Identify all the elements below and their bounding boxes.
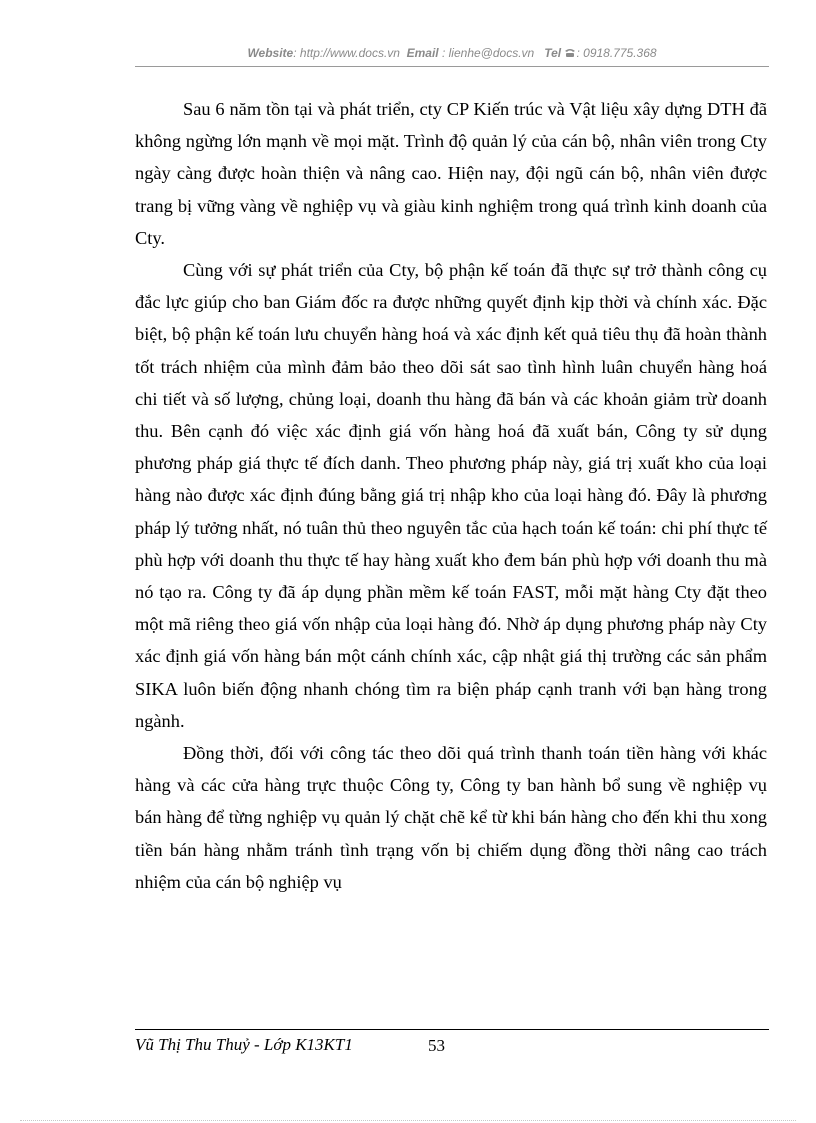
page-number: 53	[428, 1036, 445, 1055]
website-value: : http://www.docs.vn	[293, 46, 400, 60]
page-header	[135, 46, 769, 66]
footer-author: Vũ Thị Thu Thuỷ - Lớp K13KT1	[135, 1035, 353, 1054]
paragraph: Đồng thời, đối với công tác theo dõi quá trình thanh toán tiền hàng với khác hàng và các cửa hàng trực thuộc Công ty, Công ty ban hành bổ sung về nghiệp vụ bán hàng để từng nghiệp vụ quản lý chặt chẽ kể từ khi bán hàng cho đến khi thu xong tiền bán hàng nhằm tránh tình trạng vốn bị chiếm dụng đồng thời nâng cao trách nhiệm của cán bộ nghiệp vụ	[135, 743, 767, 892]
tel-value: : 0918.775.368	[576, 46, 657, 60]
header-divider	[135, 66, 769, 67]
paragraph: Sau 6 năm tồn tại và phát triển, cty CP Kiến trúc và Vật liệu xây dựng DTH đã không ngừng lớn mạnh về mọi mặt. Trình độ quản lý của cán bộ, nhân viên trong Cty ngày càng được hoàn thiện và nâng cao. Hiện nay, đội ngũ cán bộ, nhân viên được trang bị vững vàng về nghiệp vụ và giàu kinh nghiệm trong quá trình kinh doanh của Cty.	[135, 99, 767, 248]
footer-divider	[135, 1029, 769, 1030]
email-value: : lienhe@docs.vn	[438, 46, 535, 60]
paragraph: Cùng với sự phát triển của Cty, bộ phận kế toán đã thực sự trở thành công cụ đắc lực giúp cho ban Giám đốc ra được những quyết định kịp thời và chính xác. Đặc biệt, bộ phận kế toán lưu chuyển hàng hoá và xác định kết quả tiêu thụ đã hoàn thành tốt trách nhiệm của mình đảm bảo theo dõi sát sao tình hình luân chuyển hàng hoá chi tiết và số lượng, chủng loại, doanh thu hàng đã bán và các khoản giảm trừ doanh thu. Bên cạnh đó việc xác định giá vốn hàng hoá đã xuất bán, Công ty sử dụng phương pháp giá thực tế đích danh. Theo phương pháp này, giá trị xuất kho của loại hàng nào được xác định đúng bằng giá trị nhập kho của loại hàng đó. Đây là phương pháp lý tưởng nhất, nó tuân thủ theo nguyên tắc của hạch toán kế toán: chi phí thực tế phù hợp với doanh thu thực tế hay hàng xuất kho đem bán phù hợp với doanh thu mà nó tạo ra. Công ty đã áp dụng phần mềm kế toán FAST, mỗi mặt hàng Cty đặt theo một mã riêng theo giá vốn nhập của loại hàng đó. Nhờ áp dụng phương pháp này Cty xác định giá vốn hàng bán một cánh chính xác, cập nhật giá thị trường các sản phẩm SIKA luôn biến động nhanh chóng tìm ra biện pháp cạnh tranh với bạn hàng trong ngành.	[135, 260, 767, 731]
page-edge-divider	[20, 1120, 796, 1121]
document-body	[135, 93, 767, 898]
phone-icon	[564, 48, 576, 58]
tel-label: Tel	[544, 46, 562, 60]
email-label: Email	[406, 46, 439, 60]
website-label: Website	[247, 46, 294, 60]
